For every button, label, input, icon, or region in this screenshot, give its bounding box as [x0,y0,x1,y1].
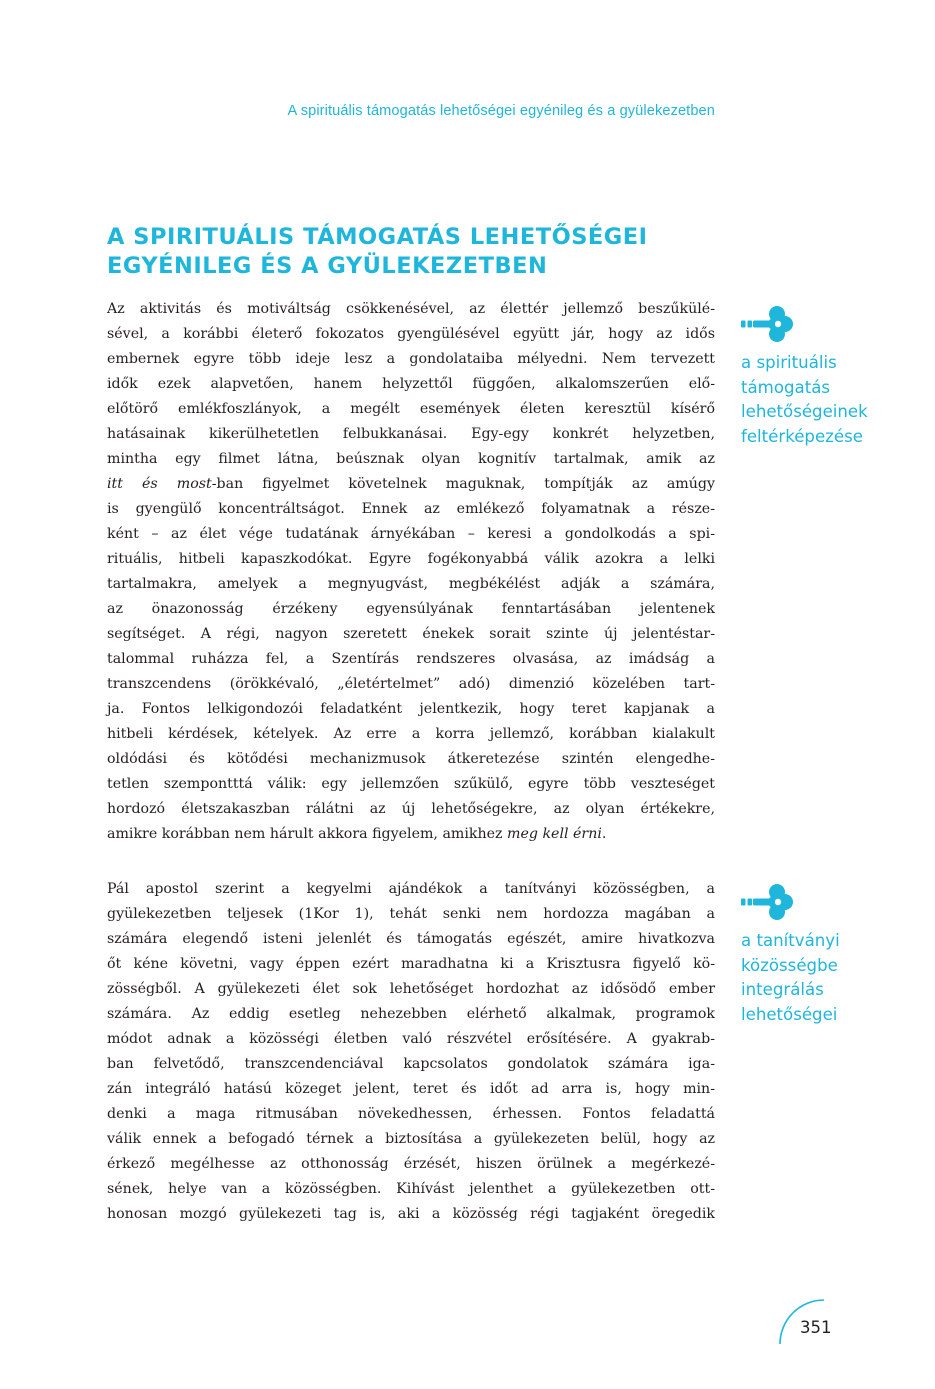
text-line: ként – az élet vége tudatának árnyékában – keresi a gondolkodás a spi- [107,526,715,542]
body-paragraph-2 [107,877,715,1227]
page-number: 351 [800,1318,832,1337]
margin-note-line: lehetőségei [741,1004,838,1024]
text-line: oldódási és kötődési mechanizmusok átkeretezése szintén elengedhe- [107,751,715,767]
italic-phrase: itt és most [107,476,212,492]
text-fragment: . [601,826,607,842]
text-line: talommal ruházza fel, a Szentírás rendszeres olvasása, az imádság a [107,651,715,667]
text-line: zösségből. A gyülekezeti élet sok lehetőséget hordozhat az idősödő ember [107,981,715,997]
text-line: transzcendens (örökkévaló, „életértelmet” adó) dimenzió közelében tart- [107,676,715,692]
running-header: A spirituális támogatás lehetőségei egyénileg és a gyülekezetben [287,103,715,119]
margin-note-line: közösségbe [741,955,838,975]
text-line: rituális, hitbeli kapaszkodókat. Egyre fogékonyabbá válik azokra a lelki [107,551,715,567]
margin-note-line: lehetőségeinek [741,402,868,421]
text-line: előtörő emlékfoszlányok, a megélt események életen keresztül kísérő [107,401,715,417]
chapter-title [107,223,727,281]
text-line: válik ennek a befogadó térnek a biztosítása a gyülekezeten belül, hogy az [107,1131,715,1147]
text-line: számára. Az eddig esetleg nehezebben elérhető alkalmak, programok [107,1006,715,1022]
text-line: gyülekezetben teljesek (1Kor 1), tehát senki nem hordozza magában a [107,906,715,922]
margin-note-line: támogatás [741,377,831,397]
text-line: Az aktivitás és motiváltság csökkenésével, az élettér jellemző beszűkülé- [107,301,715,317]
text-line: segítséget. A régi, nagyon szeretett énekek sorait szinte új jelentéstar- [107,626,715,642]
text-line: az önazonosság érzékeny egyensúlyának fenntartásában jelentenek [107,601,715,617]
chapter-title-line: EGYÉNILEG ÉS A GYÜLEKEZETBEN [107,253,548,279]
key-icon [741,305,795,343]
margin-note-2 [741,883,921,1027]
margin-note-line: integrálás [741,980,824,999]
margin-note-line: feltérképezése [741,426,863,446]
text-line: mintha egy filmet látna, beúsznak olyan kognitív tartalmak, amik az [107,451,715,467]
text-line: őt kéne követni, vagy éppen ezért maradhatna ki a Krisztusra figyelő kö- [107,956,715,972]
text-line: Pál apostol szerint a kegyelmi ajándékok a tanítványi közösségben, a [107,881,715,897]
text-line: zán integráló hatású közeget jelent, teret és időt ad arra is, hogy min- [107,1081,715,1097]
text-line [107,472,715,497]
margin-note-label [741,929,921,1027]
margin-note-label [741,351,921,449]
text-line: hitbeli kérdések, kételyek. Az erre a korra jellemző, korábban kialakult [107,726,715,742]
text-line: módot adnak a közösségi életben való részvétel erősítésére. A gyakrab- [107,1031,715,1047]
text-line: tetlen szempontttá válik: egy jellemzően szűkülő, egyre több veszteséget [107,776,715,792]
text-line: sének, helye van a közösségben. Kihívást jelenthet a gyülekezetben ott- [107,1181,715,1197]
body-paragraph-1 [107,297,715,847]
text-fragment: amikre korábban nem hárult akkora figyelem, amikhez [107,826,508,842]
text-line: hatásainak kikerülhetetlen felbukkanásai. Egy-egy konkrét helyzetben, [107,426,715,442]
text-line: tartalmakra, amelyek a megnyugvást, megbékélést adják a számára, [107,576,715,592]
text-line: honosan mozgó gyülekezeti tag is, aki a közösség régi tagjaként öregedik [107,1206,715,1222]
text-line: ban felvetődő, transzcendenciával kapcsolatos gondolatok számára iga- [107,1056,715,1072]
margin-note-line: a spirituális [741,353,837,372]
text-line: számára elegendő isteni jelenlét és támogatás egészét, amire hivatkozva [107,931,715,947]
margin-note-line: a tanítványi [741,931,840,950]
text-line: ja. Fontos lelkigondozói feladatként jelentkezik, hogy teret kapjanak a [107,701,715,717]
text-line: embernek egyre több ideje lesz a gondolataiba mélyedni. Nem tervezett [107,351,715,367]
margin-note-1 [741,305,921,449]
text-line: is gyengülő koncentráltságot. Ennek az emlékező folyamatnak a része- [107,501,715,517]
chapter-title-line: A SPIRITUÁLIS TÁMOGATÁS LEHETŐSÉGEI [107,224,648,250]
text-line: idők ezek alapvetően, hanem helyzettől függően, alkalomszerűen elő- [107,376,715,392]
page-footer [776,1298,856,1348]
text-line: sével, a korábbi életerő fokozatos gyengülésével együtt jár, hogy az idős [107,326,715,342]
text-fragment: -ban figyelmet követelnek maguknak, tompítják az amúgy [211,476,715,492]
text-line [107,822,715,847]
text-line: érkező megélhesse az otthonosság érzését, hiszen örülnek a megérkezé- [107,1156,715,1172]
key-icon [741,883,795,921]
text-line: denki a maga ritmusában növekedhessen, érhessen. Fontos feladattá [107,1106,715,1122]
italic-phrase: meg kell érni [507,826,602,842]
text-line: hordozó életszakaszban rálátni az új lehetőségekre, az olyan értékekre, [107,801,715,817]
